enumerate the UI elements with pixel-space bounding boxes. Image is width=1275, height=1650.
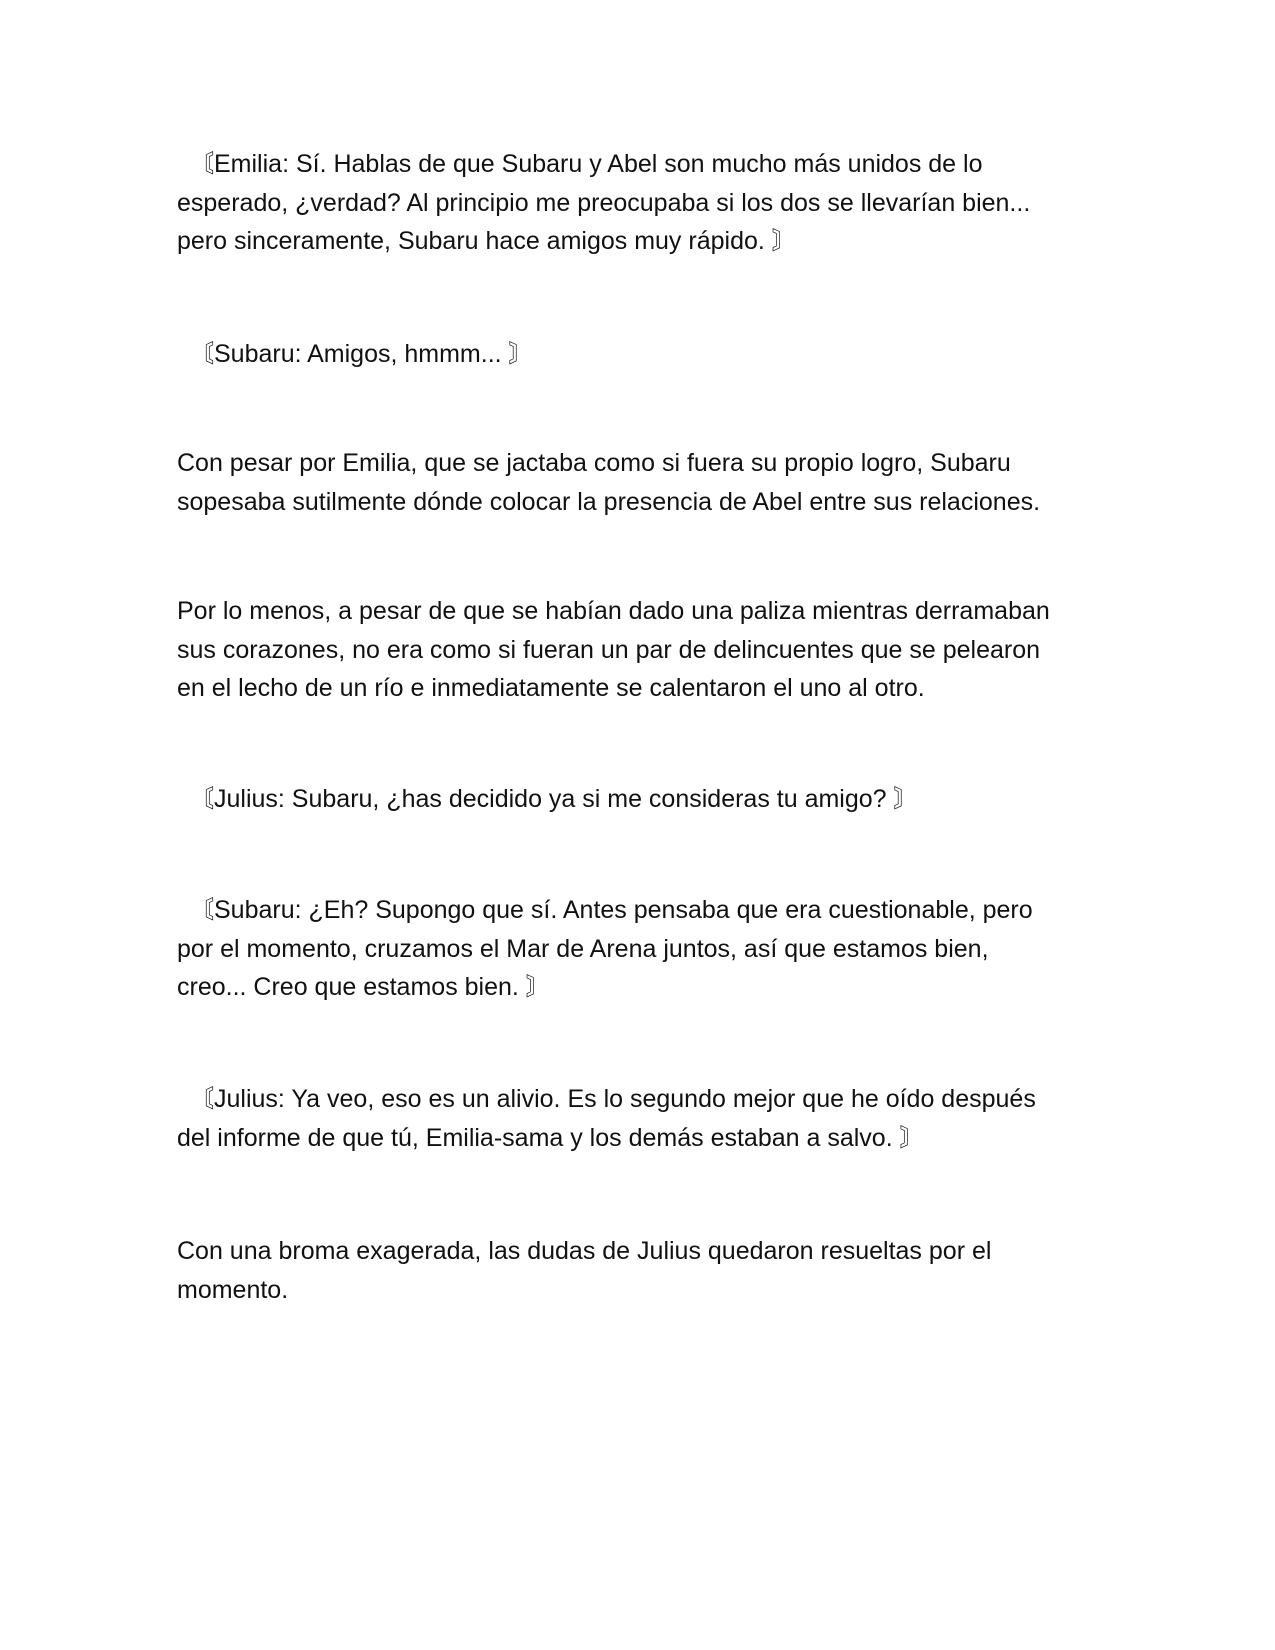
paragraph-julius-1	[177, 780, 1117, 819]
text-line: sus corazones, no era como si fueran un par de delincuentes que se pelearon	[177, 635, 1041, 664]
paragraph-narration-2	[177, 592, 1117, 708]
paragraph-julius-2	[177, 1080, 1117, 1157]
text-line: 〘Subaru: ¿Eh? Supongo que sí. Antes pensaba que era cuestionable, pero	[189, 896, 1033, 924]
text-line: creo... Creo que estamos bien. 〙	[177, 973, 551, 1001]
text-line: en el lecho de un río e inmediatamente se calentaron el uno al otro.	[177, 674, 925, 702]
text-line: Con pesar por Emilia, que se jactaba como si fuera su propio logro, Subaru	[177, 449, 1011, 477]
text-line: esperado, ¿verdad? Al principio me preocupaba si los dos se llevarían bien...	[177, 188, 1031, 217]
text-line: 〘Julius: Subaru, ¿has decidido ya si me consideras tu amigo? 〙	[189, 785, 919, 813]
text-line: 〘Subaru: Amigos, hmmm... 〙	[189, 340, 534, 368]
text-line: 〘Emilia: Sí. Hablas de que Subaru y Abel son mucho más unidos de lo	[189, 150, 983, 178]
paragraph-narration-3	[177, 1232, 1117, 1309]
paragraph-emilia-1	[177, 145, 1117, 261]
text-line: pero sinceramente, Subaru hace amigos muy rápido. 〙	[177, 227, 797, 255]
text-line: 〘Julius: Ya veo, eso es un alivio. Es lo segundo mejor que he oído después	[189, 1085, 1036, 1113]
paragraph-narration-1	[177, 444, 1117, 521]
text-line: momento.	[177, 1275, 289, 1304]
text-line: por el momento, cruzamos el Mar de Arena juntos, así que estamos bien,	[177, 934, 989, 963]
paragraph-subaru-2	[177, 891, 1117, 1007]
text-line: sopesaba sutilmente dónde colocar la presencia de Abel entre sus relaciones.	[177, 487, 1041, 516]
text-line: Con una broma exagerada, las dudas de Julius quedaron resueltas por el	[177, 1237, 992, 1265]
paragraph-subaru-1	[177, 335, 1117, 374]
text-line: del informe de que tú, Emilia-sama y los demás estaban a salvo. 〙	[177, 1123, 925, 1152]
text-line: Por lo menos, a pesar de que se habían dado una paliza mientras derramaban	[177, 597, 1050, 625]
